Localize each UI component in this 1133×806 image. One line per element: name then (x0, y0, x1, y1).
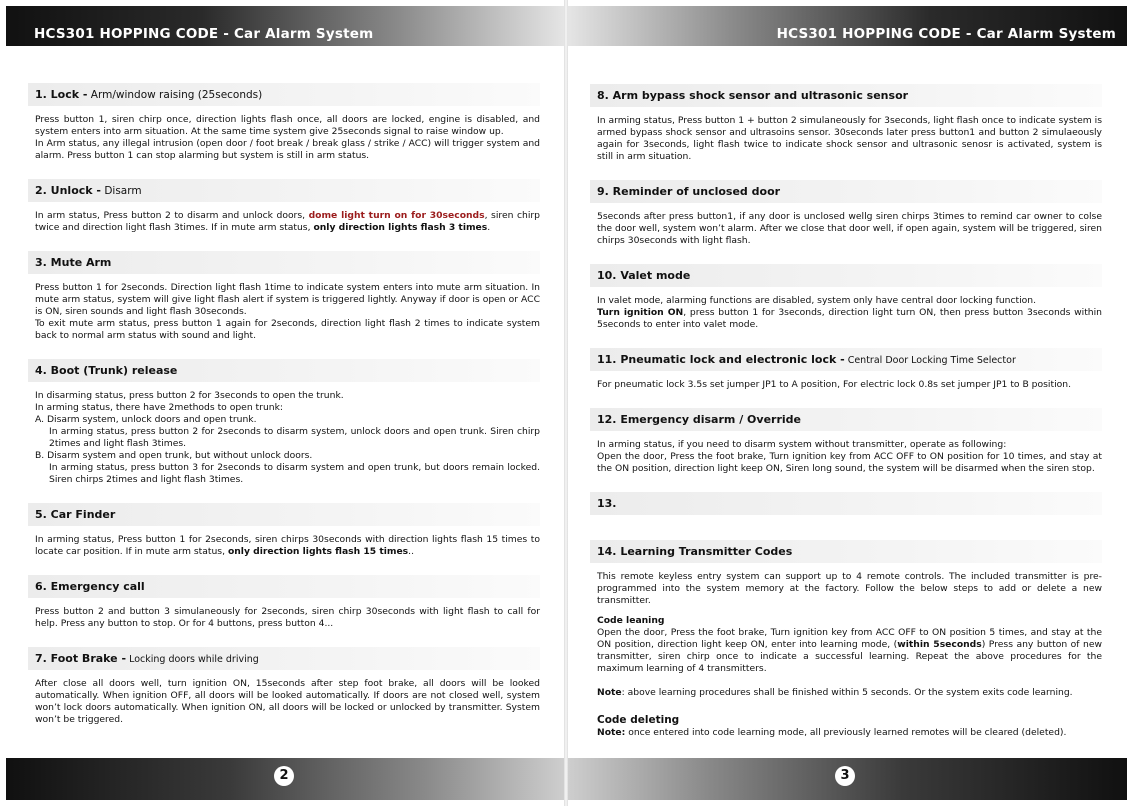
paragraph: In arming status, press button 2 for 2seconds to disarm system, unlock doors and open trunk. Siren chirp 2times and light flash 3times. (49, 426, 540, 449)
text-run: , siren chirp twice and direction light flash 3times. If in mute arm status, (35, 210, 540, 233)
section-body (590, 439, 1102, 475)
heading-title: 13. (597, 497, 617, 510)
text-run: . (487, 222, 491, 233)
paragraph: Press button 1, siren chirp once, direction lights flash once, all doors are locked, engine is disabled, and system enters into arm situation. At the same time system give 25seconds signal to raise window up. (35, 114, 540, 137)
section-pneumatic-lock (590, 348, 1102, 391)
heading-title: 9. Reminder of unclosed door (597, 185, 781, 198)
section-body (28, 678, 540, 726)
text-run: In arm status, Press button 2 to disarm and unlock doors, (35, 210, 309, 221)
paragraph (35, 534, 540, 558)
section-heading (590, 180, 1102, 203)
section-body (28, 282, 540, 342)
paragraph: This remote keyless entry system can support up to 4 remote controls. The included transmitter is pre-programmed into the system memory at the factory. Follow the below steps to add or delete a new transmitter. (597, 571, 1102, 606)
heading-title: 11. Pneumatic lock and electronic lock - (597, 353, 845, 366)
text-run: Open the door, Press the foot brake, Turn ignition key from ACC OFF to ON position 5 times, and stay at the ON position, direction light keep ON, enter into learning mode, ( (597, 627, 1102, 650)
heading-title: 14. Learning Transmitter Codes (597, 545, 793, 558)
paragraph: In Arm status, any illegal intrusion (open door / foot break / break glass / strike / ACC) will trigger system and alarm. Press button 1 can stop alarming but system is still in arm status. (35, 138, 540, 161)
right-page (566, 0, 1133, 806)
paragraph: Press button 1 for 2seconds. Direction light flash 1time to indicate system enters into mute arm situation. In mute arm status, system will give light flash alert if system is triggered lightly. Anyway if door is open or ACC is ON, siren sounds and light flash 30seconds. (35, 282, 540, 317)
section-foot-brake (28, 647, 540, 726)
right-footer-bar (566, 758, 1127, 800)
section-heading (28, 359, 540, 382)
left-footer-bar (6, 758, 566, 800)
heading-subtitle: Arm/window raising (25seconds) (87, 89, 263, 101)
section-heading (590, 348, 1102, 371)
section-emergency-disarm (590, 408, 1102, 475)
heading-title: 3. Mute Arm (35, 256, 112, 269)
section-body (590, 571, 1102, 699)
paragraph: 5seconds after press button1, if any door is unclosed wellg siren chirps 3times to remind car owner to colse the door well, system won’t alarm. After we close that door well, if open again, system will be triggered, siren chirps 30seconds with light flash. (597, 211, 1102, 246)
section-heading (28, 251, 540, 274)
heading-title: 8. Arm bypass shock sensor and ultrasonic sensor (597, 89, 909, 102)
section-body (28, 606, 540, 630)
section-heading (590, 408, 1102, 431)
heading-title: 6. Emergency call (35, 580, 145, 593)
text-run: , press button 1 for 3seconds, direction light turn ON, then press button 3seconds within 5seconds to enter into valet mode. (597, 307, 1102, 330)
page-number: 2 (274, 766, 294, 786)
paragraph: For pneumatic lock 3.5s set jumper JP1 to A position, For electric lock 0.8s set jumper JP1 to B position. (597, 379, 1071, 390)
highlight-text: dome light turn on for 30seconds (308, 210, 485, 221)
paragraph: To exit mute arm status, press button 1 again for 2seconds, direction light flash 2 times to indicate system back to normal arm status with sound and light. (35, 318, 540, 341)
text-run: .. (408, 546, 414, 557)
section-heading (590, 264, 1102, 287)
section-body (590, 115, 1102, 163)
left-page (0, 0, 566, 806)
note-label: Note (597, 687, 622, 698)
right-header-title: HCS301 HOPPING CODE - Car Alarm System (776, 26, 1116, 42)
bold-text: Turn ignition ON (597, 307, 684, 318)
section-lock (28, 83, 540, 162)
section-car-finder (28, 503, 540, 558)
heading-title: 5. Car Finder (35, 508, 116, 521)
section-code-deleting (590, 713, 1102, 739)
heading-title: 12. Emergency disarm / Override (597, 413, 801, 426)
paragraph: In arming status, if you need to disarm system without transmitter, operate as following: (597, 439, 1007, 450)
section-heading (590, 84, 1102, 107)
note (597, 687, 1102, 699)
section-body (28, 114, 540, 162)
section-heading (28, 83, 540, 106)
heading-subtitle: Central Door Locking Time Selector (844, 355, 1016, 366)
section-13 (590, 492, 1102, 515)
page-number: 3 (835, 766, 855, 786)
heading-title: 4. Boot (Trunk) release (35, 364, 178, 377)
paragraph: In valet mode, alarming functions are disabled, system only have central door locking function. (597, 295, 1037, 306)
right-header-bar (566, 6, 1127, 46)
note-label: Note: (597, 727, 626, 738)
paragraph: In arming status, there have 2methods to open trunk: (35, 402, 284, 413)
section-body (28, 210, 540, 234)
paragraph: In disarming status, press button 2 for 3seconds to open the trunk. (35, 390, 344, 401)
heading-subtitle: Disarm (100, 185, 142, 197)
section-body (590, 295, 1102, 331)
text-run: ) Press any button of new transmitter, siren chirp once to indicate a successful learning. Repeat the above procedures for the maximum learning of 4 transmitters. (597, 639, 1102, 674)
section-heading (28, 503, 540, 526)
paragraph: Press button 2 and button 3 simulaneously for 2seconds, siren chirp 30seconds with light flash to call for help. Press any button to stop. Or for 4 buttons, press button 4... (35, 606, 540, 629)
section-heading (28, 647, 540, 670)
paragraph: After close all doors well, turn ignition ON, 15seconds after step foot brake, all doors will be looked automatically. When ignition OFF, all doors will be looked automatically. If doors are not closed well, system won’t lock doors automatically. When ignition ON, all doors will be locked or unlocked by transmitter. System won’t be triggered. (35, 678, 540, 725)
bold-text: within 5seconds (897, 639, 982, 650)
section-body (28, 534, 540, 558)
paragraph: In arming status, Press button 1 + button 2 simulaneously for 3seconds, light flash once to indicate system is armed bypass shock sensor and ultrasoins sensor. 30seconds later press button1 and button 2 simulaeously again for 3seconds, light flash twice to indicate shock sensor and ultrasonic senosr is activated, system is still in arm situation. (597, 115, 1102, 162)
text-run: once entered into code learning mode, all previously learned remotes will be cleared (deleted). (625, 727, 1067, 738)
page-spine (564, 0, 568, 806)
heading-title: 1. Lock - (35, 88, 88, 101)
section-heading (590, 540, 1102, 563)
paragraph: A. Disarm system, unlock doors and open trunk. (35, 414, 257, 425)
section-mute-arm (28, 251, 540, 342)
bold-text: only direction lights flash 3 times (313, 222, 488, 233)
paragraph (35, 210, 540, 234)
text-run: : above learning procedures shall be finished within 5 seconds. Or the system exits code learning. (621, 687, 1073, 698)
section-boot-release (28, 359, 540, 486)
paragraph: In arming status, press button 3 for 2seconds to disarm system and open trunk, but doors remain locked. Siren chirps 2times and light flash 3times. (49, 462, 540, 485)
heading-subtitle: Locking doors while driving (126, 654, 259, 665)
section-body (590, 211, 1102, 247)
paragraph: Open the door, Press the foot brake, Turn ignition key from ACC OFF to ON position for 10 times, and stay at the ON position, direction light keep ON, Siren long sound, the system will be disarmed when the siren stop. (597, 451, 1102, 474)
section-heading (28, 179, 540, 202)
left-header-title: HCS301 HOPPING CODE - Car Alarm System (34, 26, 374, 42)
paragraph (597, 627, 1102, 675)
section-learning-codes (590, 540, 1102, 699)
section-body (590, 727, 1102, 739)
section-body (590, 379, 1102, 391)
section-emergency-call (28, 575, 540, 630)
section-heading (590, 492, 1102, 515)
section-body (28, 390, 540, 486)
heading-title: 7. Foot Brake - (35, 652, 127, 665)
bold-text: Code leaning (597, 615, 665, 626)
section-arm-bypass (590, 84, 1102, 163)
section-unclosed-door (590, 180, 1102, 247)
section-heading (28, 575, 540, 598)
heading-title: 10. Valet mode (597, 269, 691, 282)
bold-text: only direction lights flash 15 times (227, 546, 409, 557)
paragraph: B. Disarm system and open trunk, but without unlock doors. (35, 450, 313, 461)
left-header-bar (6, 6, 566, 46)
text-run: In arming status, Press button 1 for 2seconds, siren chirps 30seconds with direction lights flash 15 times to locate car position. If in mute arm status, (35, 534, 540, 557)
subheading-code-leaning (597, 615, 1102, 627)
section-valet-mode (590, 264, 1102, 331)
note (597, 727, 1102, 739)
section-unlock (28, 179, 540, 234)
paragraph (597, 307, 1102, 331)
subheading-code-deleting: Code deleting (597, 714, 680, 726)
heading-title: 2. Unlock - (35, 184, 101, 197)
